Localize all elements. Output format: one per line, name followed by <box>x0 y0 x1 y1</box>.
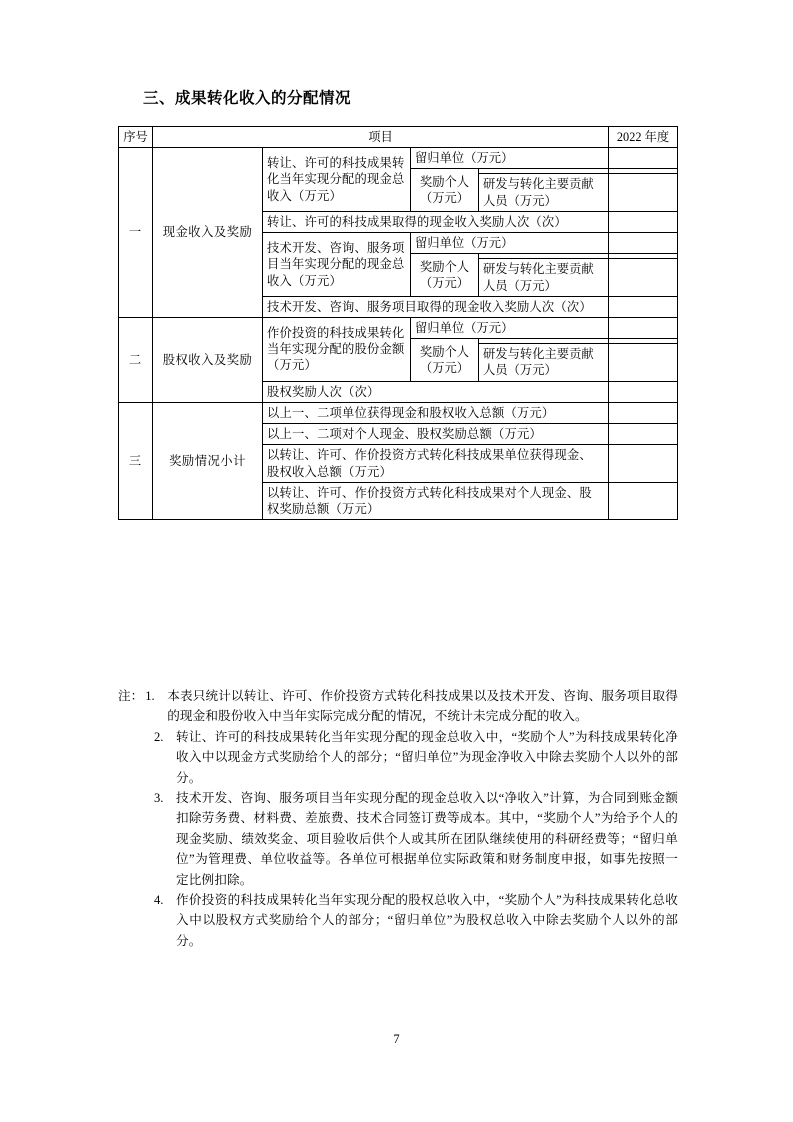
reward-individual-line1: 奖励个人 <box>419 259 470 274</box>
table-row <box>119 317 678 338</box>
note-text: 转让、许可的科技成果转化当年实现分配的现金总收入中，“奖励个人”为科技成果转化净收入中以现金方式奖励给个人的部分；“留归单位”为现金净收入中除去奖励个人以外的部分。 <box>176 729 678 785</box>
note-number: 3. <box>154 790 164 805</box>
detail-retain-unit: 留归单位（万元） <box>411 148 609 169</box>
results-distribution-table-wrap <box>118 126 677 520</box>
section-heading: 三、成果转化收入的分配情况 <box>143 89 352 107</box>
reward-individual-line2: （万元） <box>419 276 470 291</box>
detail-reward-individual <box>411 254 479 296</box>
subitem-tech-dev-cash-total: 技术开发、咨询、服务项目当年实现分配的现金总收入（万元） <box>263 233 411 297</box>
notes-block <box>118 686 678 951</box>
detail-retain-unit: 留归单位（万元） <box>411 233 609 254</box>
detail-reward-individual <box>411 169 479 211</box>
subitem-transfer-license-reward-count: 转让、许可的科技成果取得的现金收入奖励人次（次） <box>263 211 609 232</box>
detail-main-contributors: 研发与转化主要贡献人员（万元） <box>479 259 609 296</box>
table-header-row <box>119 127 678 148</box>
subitem-tech-dev-reward-count: 技术开发、咨询、服务项目取得的现金收入奖励人次（次） <box>263 296 609 317</box>
detail-reward-individual <box>411 339 479 381</box>
value-cell[interactable] <box>609 424 678 445</box>
value-cell[interactable] <box>609 233 678 254</box>
value-cell[interactable] <box>609 482 678 519</box>
value-cell[interactable] <box>609 296 678 317</box>
note-item-4 <box>118 890 678 951</box>
subitem-summary-unit-total: 以上一、二项单位获得现金和股权收入总额（万元） <box>263 402 609 423</box>
subitem-equity-investment-shares: 作价投资的科技成果转化当年实现分配的股份金额（万元） <box>263 317 411 381</box>
value-cell[interactable] <box>609 381 678 402</box>
group-category-1: 现金收入及奖励 <box>153 148 263 318</box>
group-category-3: 奖励情况小计 <box>153 402 263 519</box>
table-row <box>119 148 678 169</box>
value-cell[interactable] <box>609 402 678 423</box>
value-cell[interactable] <box>609 174 678 211</box>
reward-individual-line1: 奖励个人 <box>419 344 470 359</box>
value-cell[interactable] <box>609 317 678 338</box>
note-item-2 <box>118 727 678 788</box>
results-distribution-table <box>118 126 678 520</box>
subitem-equity-reward-count: 股权奖励人次（次） <box>263 381 609 402</box>
group-index-3: 三 <box>119 402 153 519</box>
value-cell[interactable] <box>609 148 678 169</box>
note-item-1 <box>118 686 678 727</box>
value-cell[interactable] <box>609 344 678 381</box>
detail-retain-unit: 留归单位（万元） <box>411 317 609 338</box>
value-cell[interactable] <box>609 259 678 296</box>
subitem-summary-individual-total: 以上一、二项对个人现金、股权奖励总额（万元） <box>263 424 609 445</box>
note-text: 作价投资的科技成果转化当年实现分配的股权总收入中，“奖励个人”为科技成果转化总收入中以股权方式奖励给个人的部分；“留归单位”为股权总收入中除去奖励个人以外的部分。 <box>176 892 678 948</box>
reward-individual-line1: 奖励个人 <box>419 174 470 189</box>
group-category-2: 股权收入及奖励 <box>153 317 263 402</box>
group-index-2: 二 <box>119 317 153 402</box>
notes-lead-label: 注： <box>118 689 144 703</box>
header-serial-no: 序号 <box>119 127 153 148</box>
note-number: 2. <box>154 729 164 744</box>
detail-main-contributors: 研发与转化主要贡献人员（万元） <box>479 344 609 381</box>
note-number: 1. <box>145 689 155 703</box>
value-cell[interactable] <box>609 211 678 232</box>
page-number: 7 <box>393 1032 400 1046</box>
note-text: 本表只统计以转让、许可、作价投资方式转化科技成果以及技术开发、咨询、服务项目取得的现金和股份收入中当年实际完成分配的情况，不统计未完成分配的收入。 <box>167 689 678 724</box>
subitem-summary-transfer-individual-total: 以转让、许可、作价投资方式转化科技成果对个人现金、股权奖励总额（万元） <box>263 482 609 519</box>
value-cell[interactable] <box>609 445 678 482</box>
note-text: 技术开发、咨询、服务项目当年实现分配的现金总收入以“净收入”计算，为合同到账金额扣除劳务费、材料费、差旅费、技术合同签订费等成本。其中，“奖励个人”为给予个人的现金奖励、绩效奖金、项目验收后供个人或其所在团队继续使用的科研经费等；“留归单位”为管理费、单位收益等。各单位可根据单位实际政策和财务制度申报，如事先按照一定比例扣除。 <box>176 790 678 887</box>
reward-individual-line2: （万元） <box>419 191 470 206</box>
subitem-transfer-license-cash-total: 转让、许可的科技成果转化当年实现分配的现金总收入（万元） <box>263 148 411 212</box>
table-row <box>119 402 678 423</box>
note-item-3 <box>118 788 678 890</box>
subitem-summary-transfer-unit-total: 以转让、许可、作价投资方式转化科技成果单位获得现金、股权收入总额（万元） <box>263 445 609 482</box>
reward-individual-line2: （万元） <box>419 360 470 375</box>
note-number: 4. <box>154 892 164 907</box>
detail-main-contributors: 研发与转化主要贡献人员（万元） <box>479 174 609 211</box>
group-index-1: 一 <box>119 148 153 318</box>
header-year: 2022 年度 <box>609 127 678 148</box>
header-item: 项目 <box>153 127 609 148</box>
